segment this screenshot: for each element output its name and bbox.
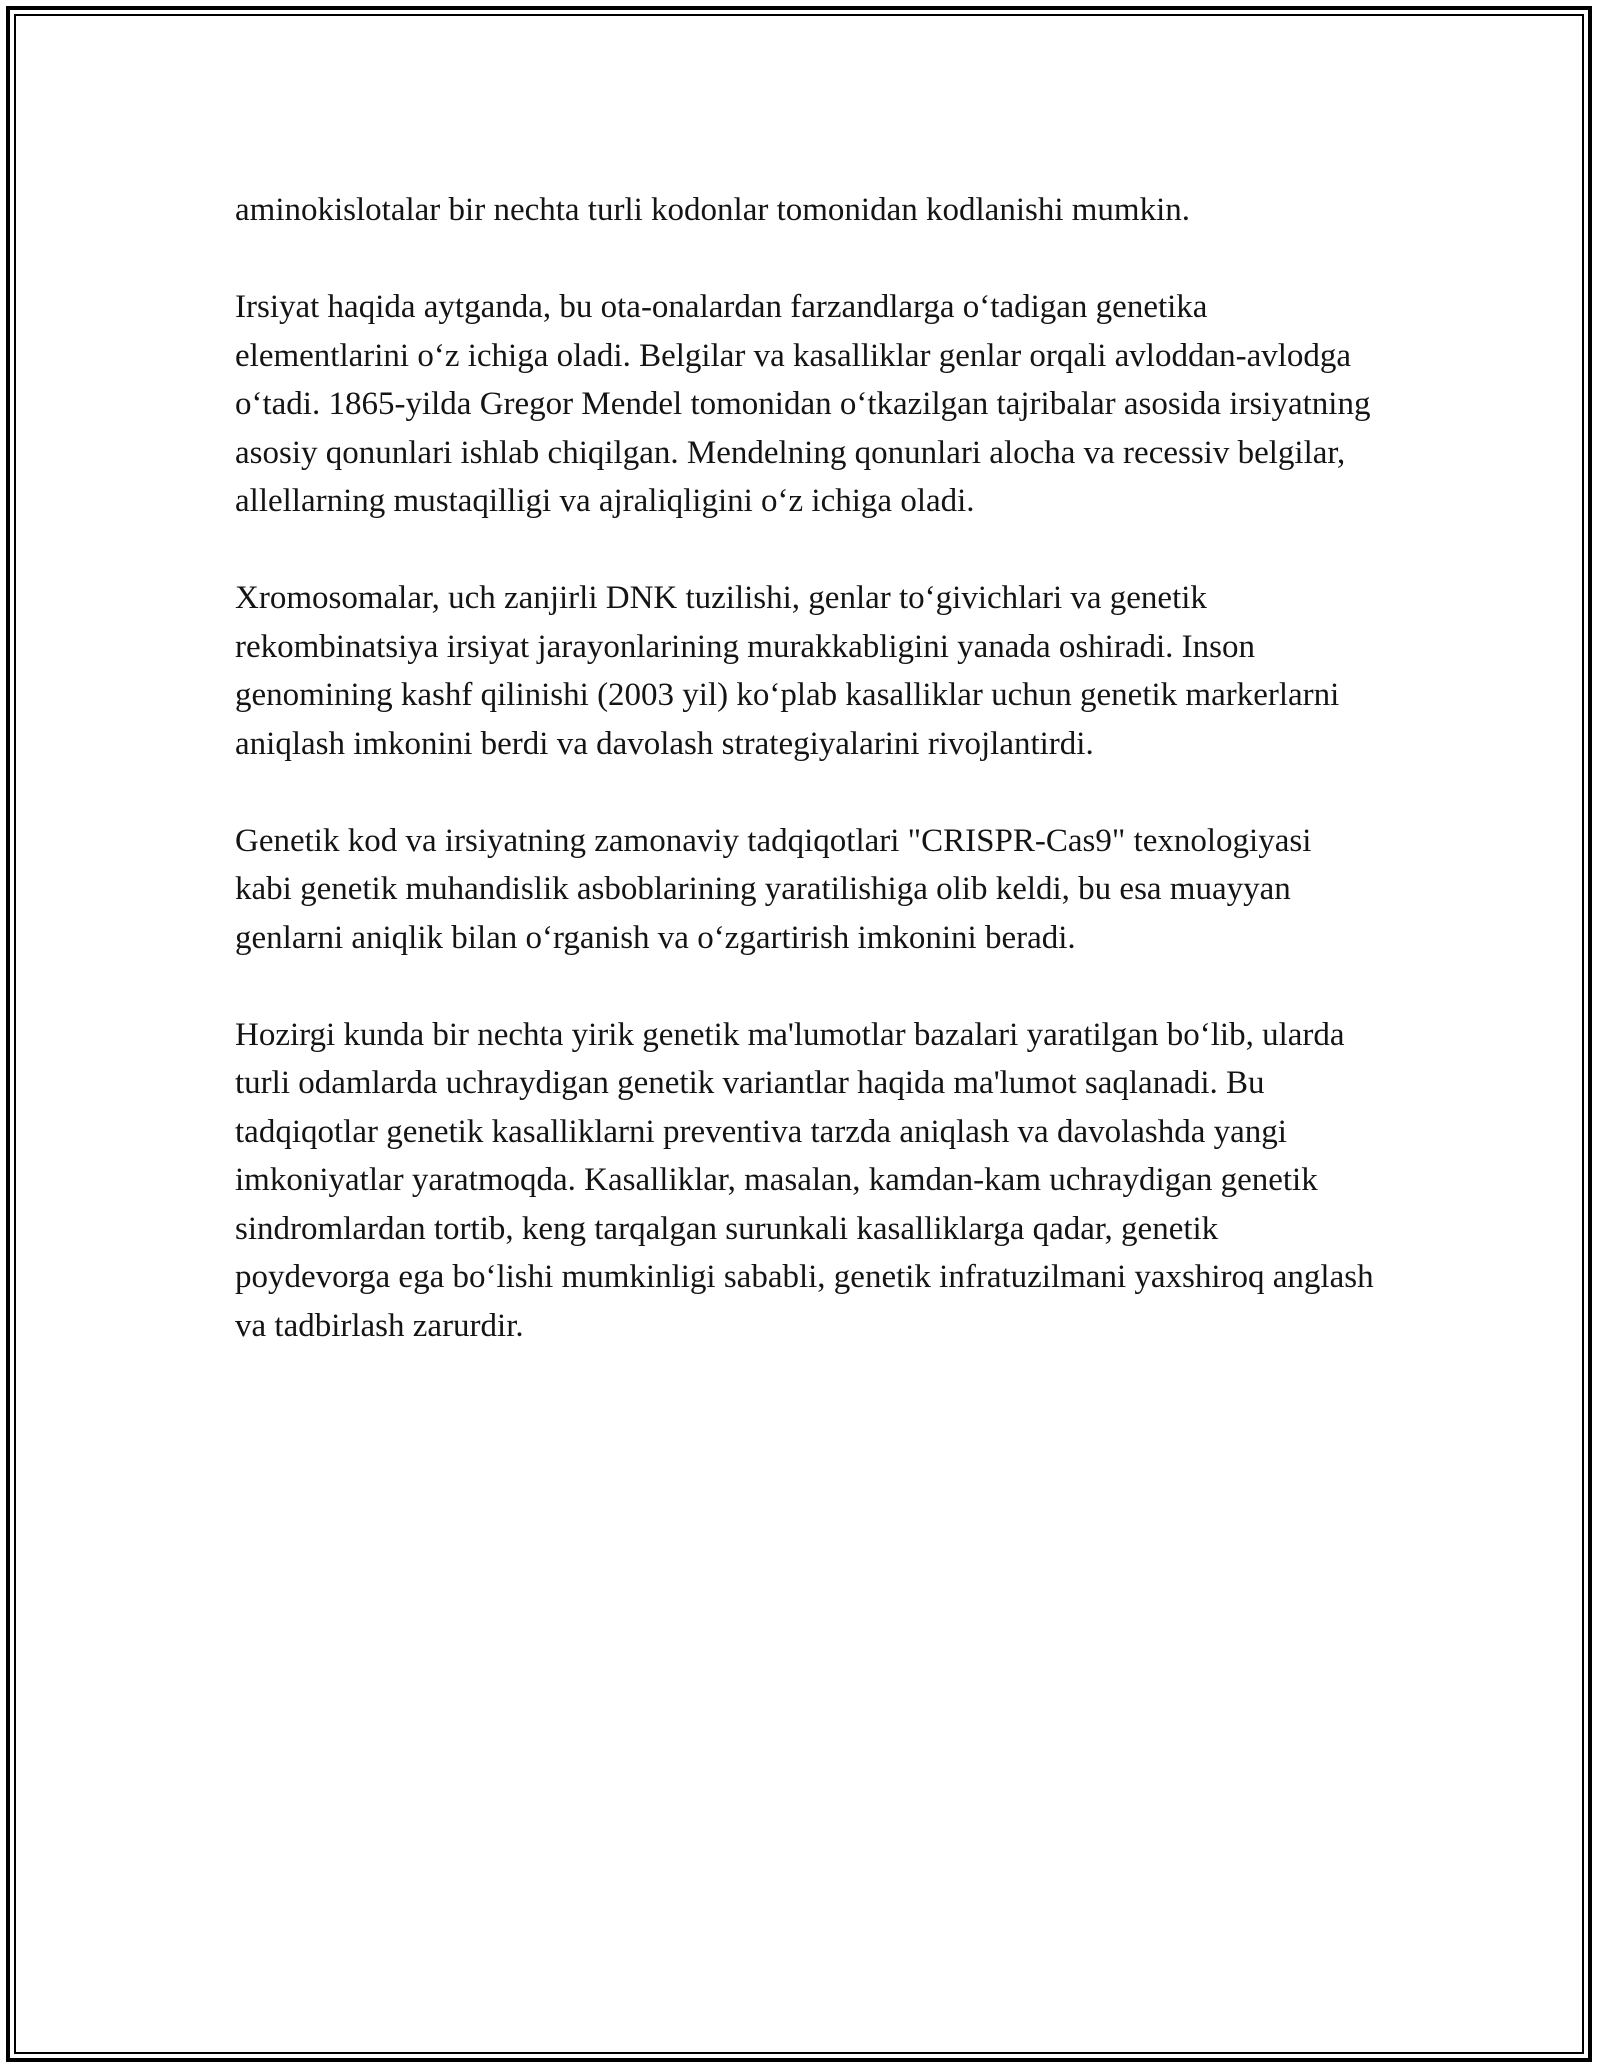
paragraph-5: Hozirgi kunda bir nechta yirik genetik ma'lumotlar bazalari yaratilgan bo‘lib, ularda turli odamlarda uchraydigan genetik variantlar haqida ma'lumot saqlanadi. Bu tadqiqotlar genetik kasalliklarni preventiva tarzda aniqlash va davolashda yangi imkoniyatlar yaratmoqda. Kasalliklar, masalan, kamdan-kam uchraydigan genetik sindromlardan tortib, keng tarqalgan surunkali kasalliklarga qadar, genetik poydevorga ega bo‘lishi mumkinligi sababli, genetik infratuzilmani yaxshiroq anglash va tadbirlash zarurdir. [235, 1016, 1374, 1344]
document-body [235, 186, 1375, 1399]
paragraph-1: aminokislotalar bir nechta turli kodonlar tomonidan kodlanishi mumkin. [235, 192, 1191, 228]
paragraph-4: Genetik kod va irsiyatning zamonaviy tadqiqotlari "CRISPR-Cas9" texnologiyasi kabi genetik muhandislik asboblarining yaratilishiga olib keldi, bu esa muayyan genlarni aniqlik bilan o‘rganish va o‘zgartirish imkonini beradi. [235, 822, 1312, 956]
paragraph-3: Xromosomalar, uch zanjirli DNK tuzilishi, genlar to‘givichlari va genetik rekombinatsiya irsiyat jarayonlarining murakkabligini yanada oshiradi. Inson genomining kashf qilinishi (2003 yil) ko‘plab kasalliklar uchun genetik markerlarni aniqlash imkonini berdi va davolash strategiyalarini rivojlantirdi. [235, 580, 1340, 762]
paragraph-2: Irsiyat haqida aytganda, bu ota-onalardan farzandlarga o‘tadigan genetika elementlarini o‘z ichiga oladi. Belgilar va kasalliklar genlar orqali avloddan-avlodga o‘tadi. 1865-yilda Gregor Mendel tomonidan o‘tkazilgan tajribalar asosida irsiyatning asosiy qonunlari ishlab chiqilgan. Mendelning qonunlari alocha va recessiv belgilar, allellarning mustaqilligi va ajraliqligini o‘z ichiga oladi. [235, 289, 1371, 519]
